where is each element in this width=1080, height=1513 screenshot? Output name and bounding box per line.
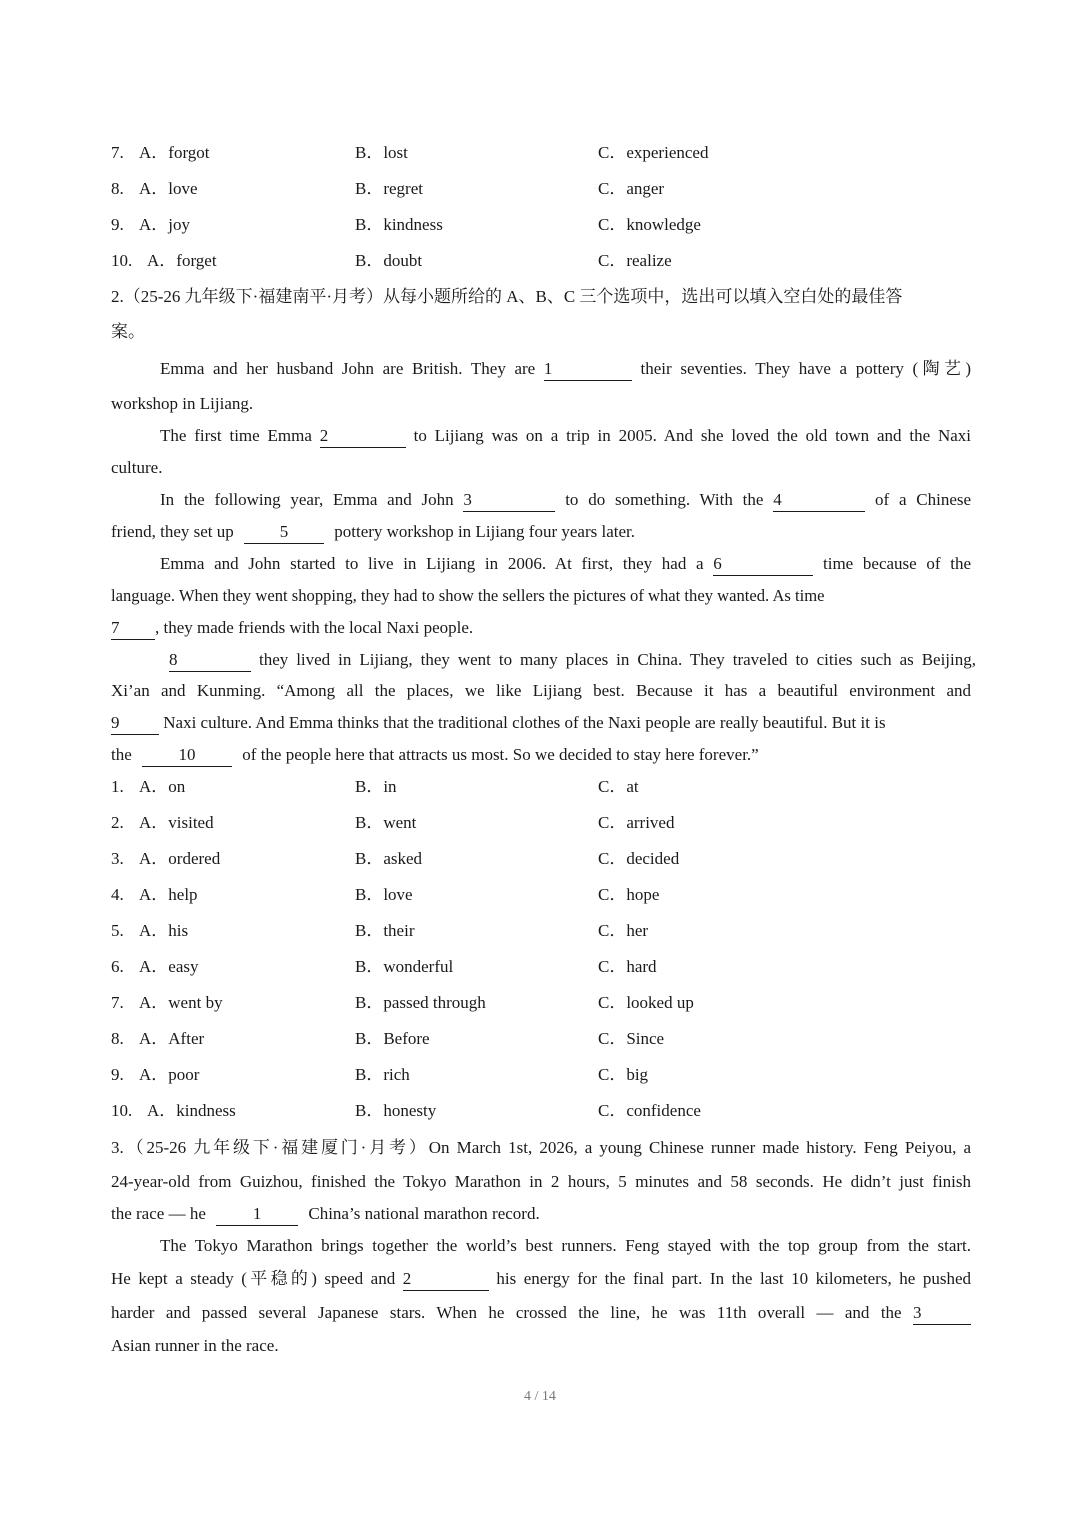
option-row <box>111 845 981 873</box>
passage-line <box>160 550 971 578</box>
passage-line <box>111 1265 971 1293</box>
passage-line <box>111 518 971 546</box>
passage-line <box>160 486 971 514</box>
answer-blank: 1 <box>216 1203 298 1226</box>
passage-line: language. When they went shopping, they had to show the sellers the pictures of what they wanted. As time <box>111 586 825 605</box>
passage-text: harder and passed several Japanese stars. When he crossed the line, he was 11th overall — and the <box>111 1303 902 1322</box>
option-row <box>111 773 981 801</box>
option-c: C．big <box>598 1065 649 1084</box>
option-a: A．visited <box>139 813 214 832</box>
passage-text: In the following year, Emma and John <box>160 490 454 509</box>
option-row <box>111 917 981 945</box>
option-number: 3. <box>111 849 124 868</box>
option-number: 10. <box>111 251 133 270</box>
option-row <box>111 953 981 981</box>
option-row <box>111 247 981 275</box>
passage-text: of the people here that attracts us most. So we decided to stay here forever.” <box>242 745 759 764</box>
passage-text: He kept a steady (平稳的) speed and <box>111 1269 396 1288</box>
option-b: B．Before <box>355 1029 430 1048</box>
option-b: B．rich <box>355 1065 410 1084</box>
option-a: A．love <box>139 179 198 198</box>
passage-text: they lived in Lijiang, they went to many places in China. They traveled to cities such as Beijing, <box>258 650 977 669</box>
option-row <box>111 989 981 1017</box>
option-c: C．knowledge <box>598 215 701 234</box>
page-number: 4 / 14 <box>524 1389 556 1404</box>
option-a: A．his <box>139 921 189 940</box>
option-a: A．help <box>139 885 198 904</box>
option-a: A．went by <box>139 993 223 1012</box>
passage-line: The Tokyo Marathon brings together the world’s best runners. Feng stayed with the top group from the start. <box>160 1236 971 1255</box>
passage-line: Asian runner in the race. <box>111 1336 279 1355</box>
option-c: C．hope <box>598 885 660 904</box>
option-b: B．doubt <box>355 251 423 270</box>
option-c: C．confidence <box>598 1101 701 1120</box>
passage-text: the <box>111 745 132 764</box>
option-a: A．on <box>139 777 186 796</box>
question-3-source: 3.（25-26 九年级下·福建厦门·月考） <box>111 1138 429 1157</box>
question-2-header-cont: 案。 <box>111 322 145 341</box>
passage-text: On March 1st, 2026, a young Chinese runner made history. Feng Peiyou, a <box>428 1138 971 1157</box>
passage-line <box>111 1200 971 1228</box>
option-row <box>111 1097 981 1125</box>
passage-line <box>111 741 971 769</box>
passage-text: , they made friends with the local Naxi people. <box>155 618 474 637</box>
option-c: C．Since <box>598 1029 665 1048</box>
option-number: 2. <box>111 813 124 832</box>
option-row <box>111 1061 981 1089</box>
answer-blank: 2 <box>403 1268 489 1291</box>
option-c: C．realize <box>598 251 672 270</box>
answer-blank: 1 <box>544 358 632 381</box>
option-a: A．kindness <box>147 1101 236 1120</box>
option-number: 8. <box>111 1029 124 1048</box>
passage-text: their seventies. They have a pottery (陶艺) <box>640 359 972 378</box>
option-number: 7. <box>111 993 124 1012</box>
passage-text: Emma and her husband John are British. They are <box>160 359 536 378</box>
option-number: 6. <box>111 957 124 976</box>
answer-blank: 3 <box>463 489 555 512</box>
option-a: A．joy <box>139 215 190 234</box>
option-a: A．forget <box>147 251 217 270</box>
option-a: A．After <box>139 1029 205 1048</box>
passage-line: Xi’an and Kunming. “Among all the places, we like Lijiang best. Because it has a beautiful environment and <box>111 681 971 700</box>
passage-line <box>169 646 976 674</box>
passage-text: pottery workshop in Lijiang four years later. <box>334 522 635 541</box>
option-b: B．lost <box>355 143 408 162</box>
passage-text: the race — he <box>111 1204 206 1223</box>
option-row <box>111 809 981 837</box>
passage-line: culture. <box>111 458 163 477</box>
option-b: B．passed through <box>355 993 486 1012</box>
option-c: C．decided <box>598 849 680 868</box>
answer-blank: 4 <box>773 489 865 512</box>
option-c: C．looked up <box>598 993 694 1012</box>
passage-text: friend, they set up <box>111 522 234 541</box>
option-a: A．forgot <box>139 143 210 162</box>
option-c: C．experienced <box>598 143 709 162</box>
option-number: 7. <box>111 143 124 162</box>
option-row <box>111 211 981 239</box>
option-a: A．poor <box>139 1065 200 1084</box>
answer-blank: 5 <box>244 521 324 544</box>
answer-blank: 8 <box>169 649 251 672</box>
passage-text: Emma and John started to live in Lijiang in 2006. At first, they had a <box>160 554 704 573</box>
option-number: 10. <box>111 1101 133 1120</box>
option-b: B．went <box>355 813 417 832</box>
option-b: B．kindness <box>355 215 443 234</box>
option-row <box>111 139 981 167</box>
option-number: 5. <box>111 921 124 940</box>
answer-blank: 6 <box>713 553 813 576</box>
passage-text: his energy for the final part. In the last 10 kilometers, he pushed <box>496 1269 972 1288</box>
answer-blank: 3 <box>913 1302 971 1325</box>
option-b: B．regret <box>355 179 423 198</box>
answer-blank: 7 <box>111 617 155 640</box>
passage-text: of a Chinese <box>875 490 972 509</box>
answer-blank: 9 <box>111 712 159 735</box>
passage-line: workshop in Lijiang. <box>111 394 254 413</box>
passage-line <box>111 614 971 642</box>
option-a: A．easy <box>139 957 199 976</box>
passage-text: to do something. With the <box>565 490 764 509</box>
passage-text: time because of the <box>823 554 972 573</box>
option-b: B．asked <box>355 849 423 868</box>
passage-line <box>111 709 971 737</box>
question-2-header: 2.（25-26 九年级下·福建南平·月考）从每小题所给的 A、B、C 三个选项中，选出可以填入空白处的最佳答 <box>111 287 903 306</box>
option-a: A．ordered <box>139 849 221 868</box>
option-b: B．in <box>355 777 397 796</box>
passage-line: 24-year-old from Guizhou, finished the Tokyo Marathon in 2 hours, 5 minutes and 58 seconds. He didn’t just finish <box>111 1172 971 1191</box>
option-b: B．their <box>355 921 415 940</box>
passage-text: China’s national marathon record. <box>308 1204 540 1223</box>
option-row <box>111 1025 981 1053</box>
option-c: C．anger <box>598 179 665 198</box>
passage-line <box>111 1299 971 1327</box>
answer-blank: 10 <box>142 744 232 767</box>
option-row <box>111 881 981 909</box>
option-number: 9. <box>111 1065 124 1084</box>
option-number: 4. <box>111 885 124 904</box>
passage-line <box>160 355 971 383</box>
option-c: C．arrived <box>598 813 675 832</box>
option-b: B．love <box>355 885 413 904</box>
option-c: C．at <box>598 777 639 796</box>
option-b: B．wonderful <box>355 957 454 976</box>
option-number: 9. <box>111 215 124 234</box>
passage-text: The first time Emma <box>160 426 312 445</box>
answer-blank: 2 <box>320 425 406 448</box>
option-number: 1. <box>111 777 124 796</box>
option-row <box>111 175 981 203</box>
question-3-header <box>111 1134 971 1162</box>
option-b: B．honesty <box>355 1101 437 1120</box>
option-c: C．hard <box>598 957 657 976</box>
option-c: C．her <box>598 921 649 940</box>
option-number: 8. <box>111 179 124 198</box>
passage-line <box>160 422 971 450</box>
passage-text: to Lijiang was on a trip in 2005. And she loved the old town and the Naxi <box>413 426 972 445</box>
passage-text: Naxi culture. And Emma thinks that the traditional clothes of the Naxi people are really beautiful. But it is <box>163 713 886 732</box>
